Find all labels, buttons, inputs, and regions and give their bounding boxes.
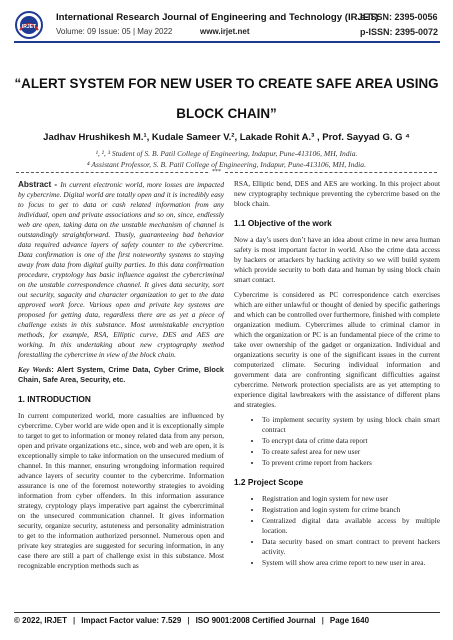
intro-heading: 1. INTRODUCTION [18, 393, 91, 404]
list-item: • Registration and login system for crime branch [262, 505, 440, 515]
list-item: • To implement security system by using block chain smart contract [262, 415, 440, 435]
objective-heading: 1.1 Objective of the work [234, 217, 332, 228]
header-divider [14, 41, 440, 43]
abstract-text: In current electronic world, more losses are impacted by cybercrime. Digital world are totally open and it is incredibly easy to focus to get to data or cash related information from any individual, open and private associations and so on, since, endlessly web are open, taking data on the unstable mechanism of channel is outstandingly straightforward. Thusly, guaranteeing bad behavior data required advance layers of safety counter to the cybercrime. Data confirmation is one of the first noteworthy systems to staying away from data from digital guilty parties. In this data confirmation procedure, cryptology has basic influence against the cybercriminal on the unstable correspondence channel. It gives data security, sort out security, sagacity and character organization to get to the data approved work force. Various open and private key systems are proposed for getting data, regardless there are as yet a piece of challenge exists in this substance. Most unmistakable encryption methods, for example, RSA, Elliptic curve, DES and AES are working. In this undertaking about new cryptography method forestalling the cybercrime in view of the block chain. [18, 180, 224, 359]
list-item: • To encrypt data of crime data report [262, 436, 440, 446]
logo-letters: IRJET [21, 24, 37, 30]
volume-info: Volume: 09 Issue: 05 | May 2022 [56, 27, 173, 36]
footer-page-number: Page 1640 [329, 616, 370, 625]
objective-paragraph-2: Cybercrime is considered as PC correspondence catch exercises which are either unlawful or thought of denied by specific gatherings and which can be controlled over furthermore, finished with complete organization medium. Cybercrimes allude to criminal clamor in which the organization or PC is an fundamental piece of the crime to take over ownership of the gadget or organization. Individual and organizations security is one of the significant issues in the current computerized climate. Securing individual information and government data are confronting significant difficulties against cybercrime. Network protection specialists are as yet attempting to experience digital lawbreakers with the assistance of different plans and strategies. [234, 290, 440, 409]
objective-list [234, 415, 440, 468]
paper-title-line-1: “ALERT SYSTEM FOR NEW USER TO CREATE SAFE AREA USING [14, 76, 439, 91]
intro-paragraph: In current computerized world, more casualties are influenced by cybercrime. Cyber world are wide open and it is exceptionally simple to target to get to information or money related data from any person, open and private organizations etc., since, web and web are open, it is exceptionally simple to take information on the unsecured medium of channel. In this manner, ensuring wrongdoing information required advance layers of security counter to the cybercrime. Information assurance is one of the foremost noteworthy strategies to avoiding information from cyber offenders. In this information assurance strategy, cryptology plays imperative part against the cybercriminal on the unsecured communication channel. It gives information security, organize security, astuteness and personality administration to get to the information authorized personnel. Numerous open and private key strategies are suggested for securing information, in any case there are still a part of challenge exist in this substance. Most recognizable encryption methods such as [18, 411, 224, 570]
divider-mark: *** [212, 169, 221, 175]
journal-header [0, 0, 453, 58]
scope-list [234, 494, 440, 568]
list-item: • Centralized digital data available access by multiple location. [262, 516, 440, 536]
list-item: • Data security based on smart contract to prevent hackers activity. [262, 537, 440, 557]
section-divider [16, 172, 437, 173]
affiliation-students: ¹, ², ³ Student of S. B. Patil College of Engineering, Indapur, Pune-413106, MH, India. [95, 149, 358, 158]
keywords-label: Key Words [18, 364, 52, 374]
list-item: • System will show area crime report to new user in area. [262, 558, 440, 568]
author-list: Jadhav Hrushikesh M.¹, Kudale Sameer V.², Lakade Rohit A.³ , Prof. Sayyad G. G ⁴ [43, 132, 410, 143]
scope-heading: 1.2 Project Scope [234, 476, 304, 487]
footer-divider [14, 612, 440, 613]
affiliation-professor: ⁴ Assistant Professor, S. B. Patil College of Engineering, Indapur, Pune-413106, MH, India. [87, 160, 366, 169]
list-item: • To create safest area for new user [262, 447, 440, 457]
list-item: • Registration and login system for new user [262, 494, 440, 504]
footer-copyright: © 2022, IRJET [14, 616, 68, 625]
footer-separator: | [73, 616, 76, 625]
footer-separator: | [321, 616, 324, 625]
e-issn: e-ISSN: 2395-0056 [360, 12, 438, 22]
footer-separator: | [187, 616, 190, 625]
p-issn: p-ISSN: 2395-0072 [360, 27, 439, 37]
right-column [234, 179, 440, 574]
intro-continued: RSA, Elliptic bend, DES and AES are working. In this project about new cryptography technique preventing the cybercrime based on the block chain. [234, 179, 440, 208]
abstract-label: Abstract - [18, 180, 61, 189]
footer-impact-factor: Impact Factor value: 7.529 [81, 616, 182, 625]
list-item: • To prevent crime report from hackers [262, 458, 440, 468]
left-column [18, 179, 224, 576]
page-footer [14, 616, 440, 625]
journal-website-link[interactable]: www.irjet.net [200, 27, 250, 36]
paper-title-line-2: BLOCK CHAIN” [176, 106, 277, 121]
abstract [18, 179, 224, 360]
keywords-text: : Alert System, Crime Data, Cyber Crime, Block Chain, Safe Area, Security, etc. [18, 364, 224, 384]
irjet-logo-icon [14, 10, 44, 40]
footer-iso: ISO 9001:2008 Certified Journal [195, 616, 316, 625]
keywords [18, 365, 224, 385]
objective-paragraph-1: Now a day’s users don’t have an idea about crime in new area human safety is most important factor in world. Also the crime data access by hackers or attackers by hacking activity so we will build system which provide security to both data and human by using block chain smart contact. [234, 235, 440, 285]
journal-title: International Research Journal of Engineering and Technology (IRJET) [56, 12, 379, 23]
